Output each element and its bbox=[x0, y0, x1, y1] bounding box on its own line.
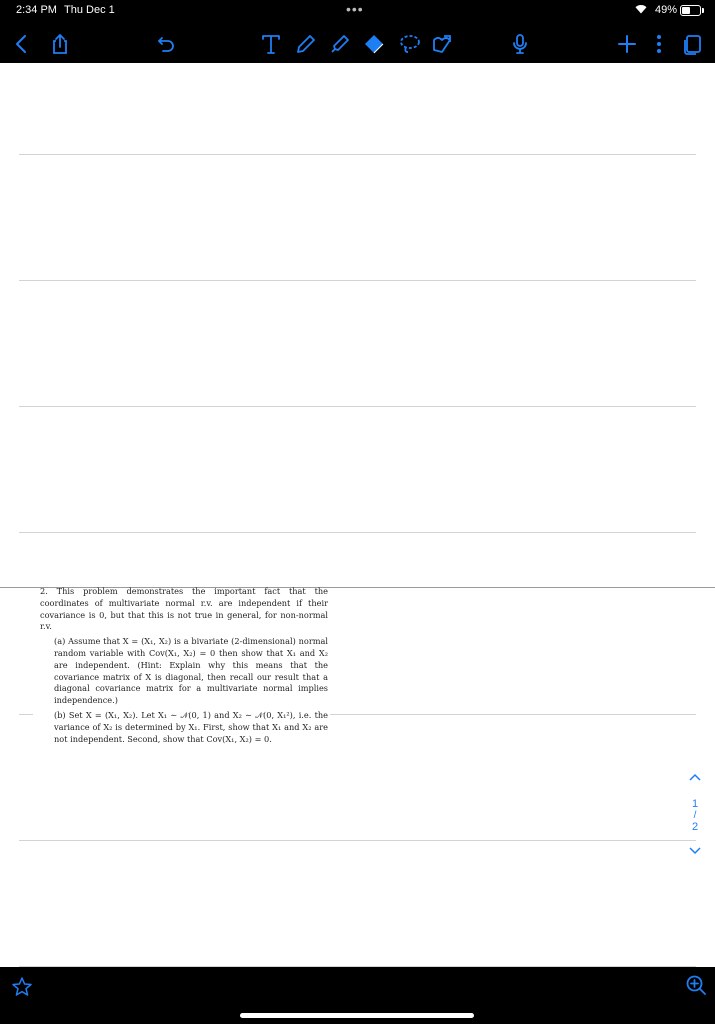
pages-icon[interactable] bbox=[679, 30, 707, 58]
share-icon[interactable] bbox=[46, 30, 74, 58]
status-date: Thu Dec 1 bbox=[64, 4, 115, 16]
highlighter-tool-icon[interactable] bbox=[326, 30, 354, 58]
ruled-line bbox=[330, 714, 696, 715]
chevron-up-icon[interactable] bbox=[680, 770, 710, 784]
star-icon[interactable] bbox=[10, 975, 34, 999]
battery-percent: 49% bbox=[655, 4, 678, 16]
ruled-line bbox=[19, 840, 696, 841]
lasso-tool-icon[interactable] bbox=[396, 30, 424, 58]
problem-lead: 2. This problem demonstrates the important fact that the coordinates of multivariate normal r.v. are independent if their covariance is 0, but that this is not true in general, for non-normal r.v. bbox=[40, 586, 328, 632]
shape-tool-icon[interactable] bbox=[428, 30, 456, 58]
notebook-page[interactable] bbox=[0, 63, 715, 967]
zoom-in-icon[interactable] bbox=[684, 973, 708, 997]
ruled-line bbox=[19, 532, 696, 533]
toolbar bbox=[0, 24, 715, 64]
total-pages: 2 bbox=[691, 821, 699, 833]
ruled-line bbox=[19, 406, 696, 407]
text-tool-icon[interactable] bbox=[257, 30, 285, 58]
problem-text bbox=[40, 586, 328, 745]
home-indicator[interactable] bbox=[240, 1013, 474, 1018]
page-separator: / bbox=[693, 810, 697, 821]
more-dots-icon[interactable]: ••• bbox=[346, 1, 364, 17]
add-icon[interactable] bbox=[613, 30, 641, 58]
problem-part-a: (a) Assume that X = (X₁, X₂) is a bivariate (2-dimensional) normal random variable with Cov(X₁, X₂) = 0 then show that X₁ and X₂ are independent. (Hint: Explain why this means that the covariance matrix of X is diagonal, then recall our result that a diagonal covariance matrix for a multivariate normal implies independence.) bbox=[54, 636, 328, 706]
undo-icon[interactable] bbox=[152, 30, 180, 58]
battery-icon bbox=[680, 5, 701, 16]
ruled-line bbox=[19, 280, 696, 281]
page-navigator bbox=[680, 770, 710, 858]
microphone-icon[interactable] bbox=[506, 30, 534, 58]
back-chevron-icon[interactable] bbox=[8, 30, 36, 58]
current-page: 1 bbox=[691, 798, 699, 810]
status-time: 2:34 PM bbox=[16, 4, 57, 16]
chevron-down-icon[interactable] bbox=[680, 844, 710, 858]
status-bar bbox=[0, 0, 715, 22]
problem-part-b: (b) Set X = (X₁, X₂). Let X₁ ∼ 𝒩(0, 1) and X₂ ∼ 𝒩(0, X₁²), i.e. the variance of X₂ is determined by X₁. First, show that X₁ and X₂ are not independent. Second, show that Cov(X₁, X₂) = 0. bbox=[54, 709, 328, 744]
more-vertical-icon[interactable] bbox=[645, 30, 673, 58]
pen-tool-icon[interactable] bbox=[292, 30, 320, 58]
eraser-tool-icon[interactable] bbox=[360, 30, 388, 58]
ruled-line bbox=[19, 714, 33, 715]
ruled-line bbox=[19, 154, 696, 155]
wifi-icon bbox=[635, 4, 647, 17]
bottom-bar bbox=[0, 967, 715, 1024]
